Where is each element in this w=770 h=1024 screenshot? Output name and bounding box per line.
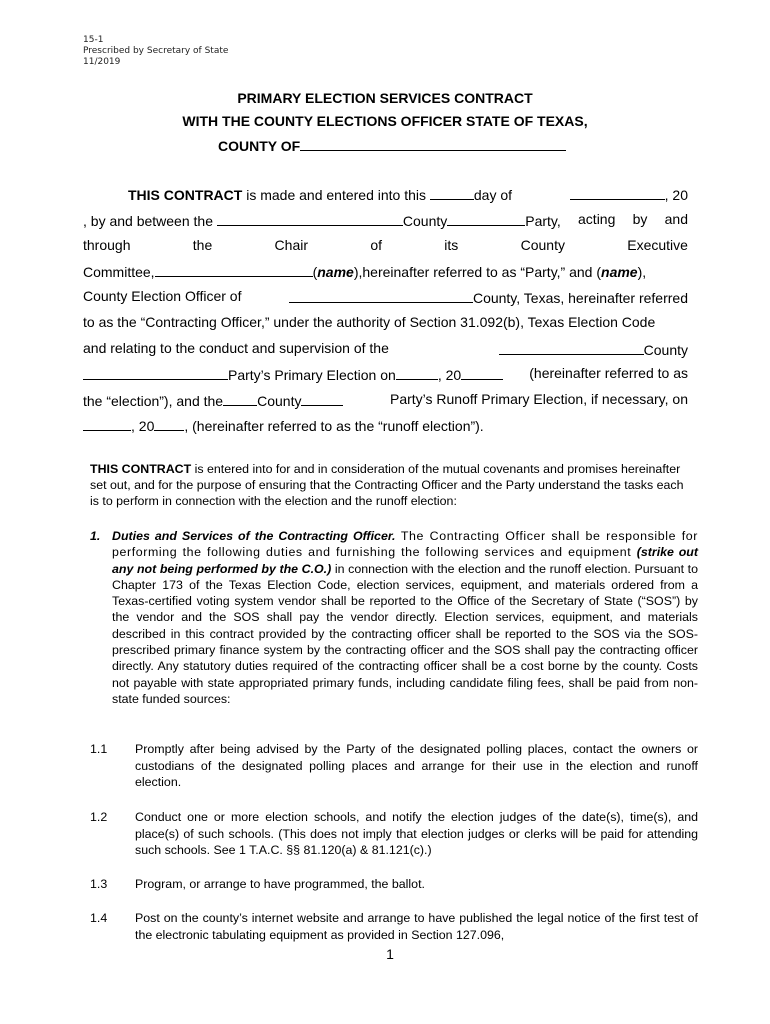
intro-text: is made and entered into this: [246, 187, 426, 203]
item-number: 1.1: [90, 742, 108, 756]
intro-text: of: [370, 237, 382, 253]
intro-line-2: [83, 211, 688, 229]
strike-note: (strike out any not being performed by the C.O.): [112, 545, 698, 576]
intro-text: Party’s Primary Election on: [228, 367, 396, 383]
intro-text: its: [444, 237, 459, 253]
day-blank[interactable]: [430, 185, 474, 200]
chair-name-blank[interactable]: [155, 262, 313, 277]
title-county-line: [218, 136, 566, 154]
name-label: name: [317, 264, 354, 280]
item-text: Promptly after being advised by the Party of the designated polling places, contact the owners or custodians of the designated polling places and arrange for their use in the election and runoff election.: [135, 742, 698, 789]
intro-text: Executive: [627, 237, 688, 253]
title-line-2: WITH THE COUNTY ELECTIONS OFFICER STATE OF TEXAS,: [182, 113, 588, 129]
intro-text: County: [643, 342, 688, 358]
title-line-1: PRIMARY ELECTION SERVICES CONTRACT: [237, 90, 533, 106]
list-item: [90, 910, 698, 943]
item-number: 1.3: [90, 877, 108, 891]
intro-line-5: [83, 288, 688, 306]
intro-text: ),: [637, 264, 647, 280]
intro-text: the: [192, 237, 213, 253]
list-item: [90, 741, 698, 791]
list-item: [90, 876, 698, 893]
runoff-year-blank[interactable]: [154, 416, 184, 431]
intro-text: , 20: [437, 367, 462, 383]
list-item: [90, 809, 698, 859]
intro-line-3: [83, 237, 688, 253]
title-line-3: COUNTY OF: [218, 138, 301, 154]
intro-line-6: to as the “Contracting Officer,” under the authority of Section 31.092(b), Texas Election Code: [83, 314, 656, 330]
form-header: [83, 35, 228, 68]
page-number: 1: [386, 946, 394, 962]
contract-lead: THIS CONTRACT: [90, 462, 192, 476]
contract-lead: THIS CONTRACT: [128, 187, 243, 203]
intro-text: County: [257, 393, 302, 409]
county-blank-2[interactable]: [499, 340, 644, 355]
intro-text: Party’s Runoff Primary Election, if necessary, on: [389, 391, 688, 407]
consideration-text: is entered into for and in consideration of the mutual covenants and promises hereinafter set out, and for the purpose of ensuring that the Contracting Officer and the Party understand the tasks each is to perform in connection with the election and the runoff election:: [90, 462, 684, 508]
section-heading: Duties and Services of the Contracting Officer.: [112, 529, 396, 543]
intro-line-8: [83, 365, 688, 383]
intro-text: County Election Officer of: [83, 288, 242, 304]
intro-line-9: [83, 391, 688, 409]
item-text: Post on the county’s internet website and arrange to have published the legal notice of the first test of the electronic tabulating equipment as provided in Section 127.096,: [135, 911, 698, 942]
intro-text: acting: [578, 211, 616, 227]
item-number: 1.4: [90, 911, 108, 925]
party-county-blank[interactable]: [217, 211, 403, 226]
intro-text: and relating to the conduct and supervision of the: [83, 340, 389, 356]
intro-text: , (hereinafter referred to as the “runoff election”).: [184, 418, 484, 434]
election-date-blank[interactable]: [396, 365, 438, 380]
party-blank-2[interactable]: [83, 365, 228, 380]
runoff-date-blank[interactable]: [83, 416, 131, 431]
county-blank[interactable]: [300, 136, 566, 151]
runoff-party-blank[interactable]: [301, 391, 343, 406]
intro-text: (hereinafter referred to as: [529, 365, 688, 381]
section-1: [90, 528, 698, 707]
month-blank[interactable]: [570, 185, 665, 200]
intro-line-4: Committee, (name),hereinafter referred to as “Party,” and (name),: [83, 264, 647, 280]
prescribed-by: Prescribed by Secretary of State: [83, 46, 229, 56]
officer-county-blank[interactable]: [289, 288, 473, 303]
intro-text: the “election”), and the: [83, 393, 224, 409]
intro-text: County: [402, 213, 448, 229]
form-number: 15-1: [83, 35, 104, 45]
intro-text: day of: [473, 187, 513, 203]
party-name-blank[interactable]: [447, 211, 525, 226]
intro-line-10: [83, 416, 688, 434]
election-year-blank[interactable]: [461, 365, 503, 380]
intro-text: and: [664, 211, 688, 227]
item-text: Conduct one or more election schools, and notify the election judges of the date(s), time(s), and place(s) of such schools. (This does not imply that election judges or clerks will be paid for attending such schools. See 1 T.A.C. §§ 81.120(a) & 81.121(c).): [135, 810, 698, 857]
item-text: Program, or arrange to have programmed, the ballot.: [135, 877, 425, 891]
intro-text: , 20: [131, 418, 155, 434]
name-label: name: [601, 264, 638, 280]
runoff-county-blank[interactable]: [223, 391, 257, 406]
section-number: 1.: [90, 529, 101, 543]
intro-text: ),hereinafter referred to as “Party,” and (: [353, 264, 602, 280]
intro-text: through: [83, 237, 131, 253]
intro-text: Committee,: [83, 264, 155, 280]
consideration-paragraph: [90, 461, 688, 509]
item-number: 1.2: [90, 810, 108, 824]
intro-text: by: [632, 211, 648, 227]
intro-line-1: [83, 185, 688, 203]
intro-line-7: [83, 340, 688, 358]
form-date: 11/2019: [83, 57, 121, 67]
intro-text: County: [520, 237, 565, 253]
section-text: in connection with the election and the runoff election. Pursuant to Chapter 173 of the Texas Election Code, election services, equipment, and materials ordered from a Texas-certified voting system vendor shall be reported to the Office of the Secretary of State (“SOS”) by the vendor and the SOS shall pay the vendor directly. Election services, equipment, and materials described in this contract provided by the contracting officer shall be reported to the SOS via the SOS-prescribed primary finance system by the contracting officer and the SOS shall pay the contracting officer directly. Any statutory duties required of the contracting officer shall be a cost borne by the county. Costs not payable with state appropriated primary funds, including candidate filing fees, shall be paid from non-state funded sources:: [112, 561, 698, 706]
intro-text: , by and between the: [83, 213, 213, 229]
intro-text: , 20: [664, 187, 688, 203]
intro-text: Chair: [274, 237, 309, 253]
intro-text: Party,: [525, 213, 561, 229]
intro-text: County, Texas, hereinafter referred: [472, 290, 688, 306]
section-text: The Contracting Officer shall be responsible for performing the following duties and furnishing the following services and equipment: [112, 529, 698, 560]
